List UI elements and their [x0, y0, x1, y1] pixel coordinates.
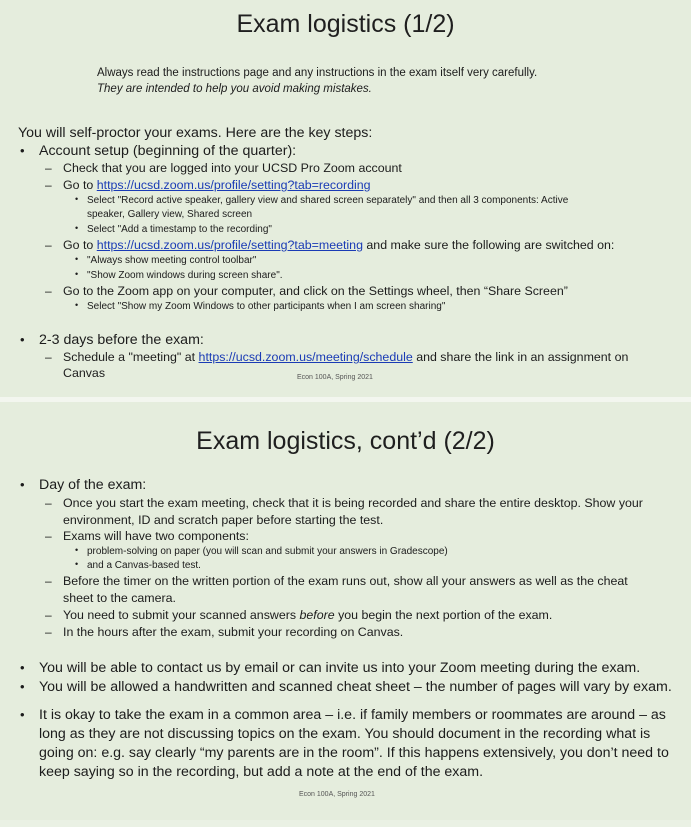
schedule-suffix: and share the link in an assignment on — [412, 350, 629, 364]
dash-icon: – — [45, 161, 52, 175]
bullet-icon: • — [20, 143, 25, 158]
record-select-item-cont: speaker, Gallery view, Shared screen — [87, 209, 253, 220]
dash-icon: – — [45, 350, 52, 364]
submit-recording-item: In the hours after the exam, submit your recording on Canvas. — [63, 625, 404, 639]
small-bullet-icon: • — [75, 300, 79, 310]
submit-emphasis: before — [299, 608, 335, 622]
schedule-meeting-link[interactable]: https://ucsd.zoom.us/meeting/schedule — [198, 350, 413, 364]
common-area-item: It is okay to take the exam in a common area – i.e. if family members or roommates are around – as — [39, 707, 666, 723]
bullet-icon: • — [20, 660, 25, 675]
dash-icon: – — [45, 574, 52, 588]
slide-1-footer: Econ 100A, Spring 2021 — [297, 374, 373, 381]
contact-item: You will be able to contact us by email or can invite us into your Zoom meeting during the exam. — [39, 660, 641, 676]
dash-icon: – — [45, 238, 52, 252]
small-bullet-icon: • — [75, 223, 79, 233]
dash-icon: – — [45, 178, 52, 192]
small-bullet-icon: • — [75, 545, 79, 555]
dash-icon: – — [45, 529, 52, 543]
common-area-item-cont3: keep saying so in the recording, but add a note at the end of the exam. — [39, 764, 484, 780]
dash-icon: – — [45, 625, 52, 639]
slide-1-title: Exam logistics (1/2) — [236, 10, 455, 38]
dash-icon: – — [45, 284, 52, 298]
account-setup-heading: Account setup (beginning of the quarter): — [39, 143, 297, 159]
schedule-item-cont: Canvas — [63, 366, 106, 380]
before-exam-heading: 2-3 days before the exam: — [39, 332, 204, 348]
day-of-exam-heading: Day of the exam: — [39, 477, 147, 493]
schedule-prefix: Schedule a "meeting" at — [63, 350, 199, 364]
setup-check-item: Check that you are logged into your UCSD Pro Zoom account — [63, 161, 402, 175]
start-meeting-item-cont: environment, ID and scratch paper before starting the test. — [63, 513, 384, 527]
common-area-item-cont1: long as they are not discussing topics on the exam. You should document in the recording what is — [39, 726, 651, 742]
bullet-icon: • — [20, 332, 25, 347]
setup-goto-item — [63, 178, 371, 192]
timer-item-cont: sheet to the camera. — [63, 591, 176, 605]
schedule-item — [63, 350, 628, 364]
zoom-app-item: Go to the Zoom app on your computer, and click on the Settings wheel, then “Share Screen” — [63, 284, 568, 298]
bullet-icon: • — [20, 679, 25, 694]
meeting-option-windows: "Show Zoom windows during screen share". — [87, 270, 283, 281]
meeting-settings-suffix: and make sure the following are switched on: — [362, 238, 615, 252]
timer-item: Before the timer on the written portion of the exam runs out, show all your answers as well as the cheat — [63, 574, 628, 588]
slide-1 — [0, 0, 691, 397]
components-item: Exams will have two components: — [63, 529, 249, 543]
instructions-note: Always read the instructions page and any instructions in the exam itself very carefully. — [97, 67, 538, 79]
component-canvas: and a Canvas-based test. — [87, 560, 201, 571]
slide-2 — [0, 402, 691, 820]
common-area-item-cont2: going on: e.g. say clearly “my parents are in the room”. If this happens extensively, you don’t need to — [39, 745, 669, 761]
goto-prefix: Go to — [63, 238, 97, 252]
start-meeting-item: Once you start the exam meeting, check that it is being recorded and share the entire desktop. Show your — [63, 496, 643, 510]
small-bullet-icon: • — [75, 194, 79, 204]
submit-answers-item — [63, 608, 552, 622]
meeting-option-toolbar: "Always show meeting control toolbar" — [87, 255, 257, 266]
dash-icon: – — [45, 496, 52, 510]
bullet-icon: • — [20, 477, 25, 492]
recording-settings-link[interactable]: https://ucsd.zoom.us/profile/setting?tab=recording — [96, 178, 371, 192]
zoom-app-select-item: Select "Show my Zoom Windows to other participants when I am screen sharing" — [87, 301, 446, 312]
goto-prefix: Go to — [63, 178, 97, 192]
bullet-icon: • — [20, 707, 25, 722]
small-bullet-icon: • — [75, 559, 79, 569]
dash-icon: – — [45, 608, 52, 622]
meeting-settings-item — [63, 238, 614, 252]
meeting-settings-link[interactable]: https://ucsd.zoom.us/profile/setting?tab=meeting — [96, 238, 363, 252]
small-bullet-icon: • — [75, 254, 79, 264]
submit-suffix: you begin the next portion of the exam. — [334, 608, 553, 622]
cheat-sheet-item: You will be allowed a handwritten and scanned cheat sheet – the number of pages will vary by exam. — [39, 679, 672, 695]
timestamp-select-item: Select "Add a timestamp to the recording" — [87, 224, 272, 235]
slide-2-footer: Econ 100A, Spring 2021 — [299, 791, 375, 798]
small-bullet-icon: • — [75, 269, 79, 279]
component-paper: problem-solving on paper (you will scan and submit your answers in Gradescope) — [87, 546, 448, 557]
instructions-note-italic: They are intended to help you avoid making mistakes. — [97, 83, 372, 95]
record-select-item: Select "Record active speaker, gallery view and shared screen separately" and then all 3 components: Active — [87, 195, 569, 206]
submit-prefix: You need to submit your scanned answers — [63, 608, 300, 622]
slide-2-title: Exam logistics, cont’d (2/2) — [196, 427, 495, 455]
intro-text: You will self-proctor your exams. Here are the key steps: — [18, 125, 373, 141]
